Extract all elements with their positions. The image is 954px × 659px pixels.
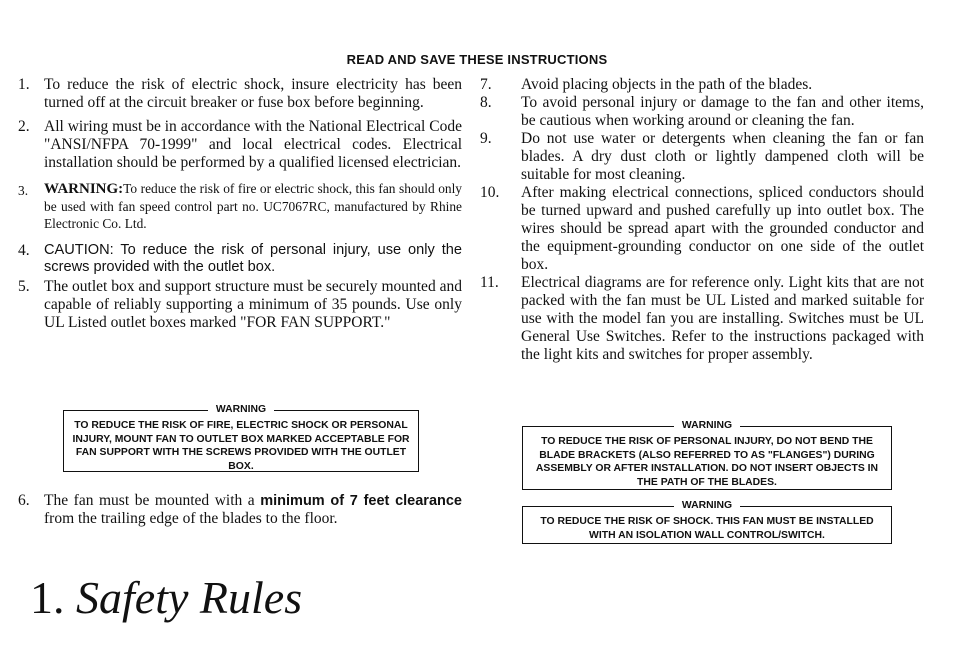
list-item: [14, 180, 462, 232]
warning-text: TO REDUCE THE RISK OF FIRE, ELECTRIC SHOCK OR PERSONAL INJURY, MOUNT FAN TO OUTLET BOX MARKED ACCEPTABLE FOR FAN SUPPORT WITH THE SCREWS PROVIDED WITH THE OUTLET BOX.: [72, 420, 410, 472]
item-text: Electrical diagrams are for reference only. Light kits that are not packed with the fan must be UL Listed and marked suitable for use with the model fan you are installing. Switches must be UL General Use Switches. Refer to the instructions packaged with the light kits and switches for proper assembly.: [521, 274, 924, 363]
item-number: 7.: [480, 76, 492, 93]
warning-title: WARNING: [674, 420, 740, 431]
page-title: [30, 570, 302, 626]
warning-text: TO REDUCE THE RISK OF PERSONAL INJURY, DO NOT BEND THE BLADE BRACKETS (ALSO REFERRED TO AS "FLANGES") DURING ASSEMBLY OR AFTER INSTALLATION. DO NOT INSERT OBJECTS IN THE PATH OF THE BLADES.: [535, 436, 879, 488]
item-bold-text: minimum of 7 feet clearance: [260, 493, 462, 509]
item-text: The outlet box and support structure must be securely mounted and capable of reliably supporting a minimum of 35 pounds. Use only UL Listed outlet boxes marked "FOR FAN SUPPORT.": [44, 278, 462, 331]
list-item: [478, 184, 924, 274]
right-column: [478, 76, 924, 364]
item-text: After making electrical connections, spliced conductors should be turned upward and pushed carefully up into outlet box. The wires should be spread apart with the grounded conductor and the equipment-grounding conductor on one side of the outlet box.: [521, 184, 924, 273]
warning-box-fan-support: [63, 404, 419, 472]
item-text: Do not use water or detergents when cleaning the fan or fan blades. A dry dust cloth or lightly dampened cloth will be suitable for most cleaning.: [521, 130, 924, 183]
item-text: from the trailing edge of the blades to the floor.: [44, 510, 338, 527]
item-number: 6.: [18, 492, 30, 509]
item-number: 2.: [18, 118, 30, 135]
item-number: 9.: [480, 130, 492, 147]
list-item: [14, 118, 462, 172]
item-number: 5.: [18, 278, 30, 295]
list-item: [14, 76, 462, 112]
page-header: READ AND SAVE THESE INSTRUCTIONS: [346, 52, 608, 67]
warning-title: WARNING: [208, 404, 274, 415]
item-number: 10.: [480, 184, 500, 201]
warning-box-isolation-switch: [522, 500, 892, 544]
item-text: To reduce the risk of fire or electric shock, this fan should only be used with fan speed control part no. UC7067RC, manufactured by Rhine Electronic Co. Ltd.: [44, 181, 462, 231]
list-item: [478, 274, 924, 364]
section-title: Safety Rules: [76, 572, 303, 623]
item-number: 8.: [480, 94, 492, 111]
item-number: 1.: [18, 76, 30, 93]
item-number: 3.: [18, 183, 29, 198]
item-text: CAUTION: To reduce the risk of personal injury, use only the screws provided with the outlet box.: [44, 242, 462, 275]
list-item: [478, 76, 924, 94]
item-text: Avoid placing objects in the path of the blades.: [521, 76, 813, 93]
item-number: 11.: [480, 274, 499, 291]
list-item: [478, 94, 924, 130]
list-item: [14, 242, 462, 276]
left-column: [14, 76, 462, 332]
list-item: [478, 130, 924, 184]
item-text: To avoid personal injury or damage to the fan and other items, be cautious when working around or cleaning the fan.: [521, 94, 924, 129]
section-number: 1.: [30, 572, 65, 623]
item-text: All wiring must be in accordance with the National Electrical Code "ANSI/NFPA 70-1999" and local electrical codes. Electrical installation should be performed by a qualified licensed electrician.: [44, 118, 462, 171]
list-item: [14, 278, 462, 332]
list-item: [14, 492, 462, 528]
warning-label: WARNING:: [44, 181, 124, 197]
item-number: 4.: [18, 242, 30, 259]
warning-text: TO REDUCE THE RISK OF SHOCK. THIS FAN MUST BE INSTALLED WITH AN ISOLATION WALL CONTROL/SWITCH.: [540, 516, 874, 541]
item-text: The fan must be mounted with a: [44, 492, 261, 509]
warning-box-blade-brackets: [522, 420, 892, 490]
warning-title: WARNING: [674, 500, 740, 511]
item-text: To reduce the risk of electric shock, insure electricity has been turned off at the circuit breaker or fuse box before beginning.: [44, 76, 462, 111]
